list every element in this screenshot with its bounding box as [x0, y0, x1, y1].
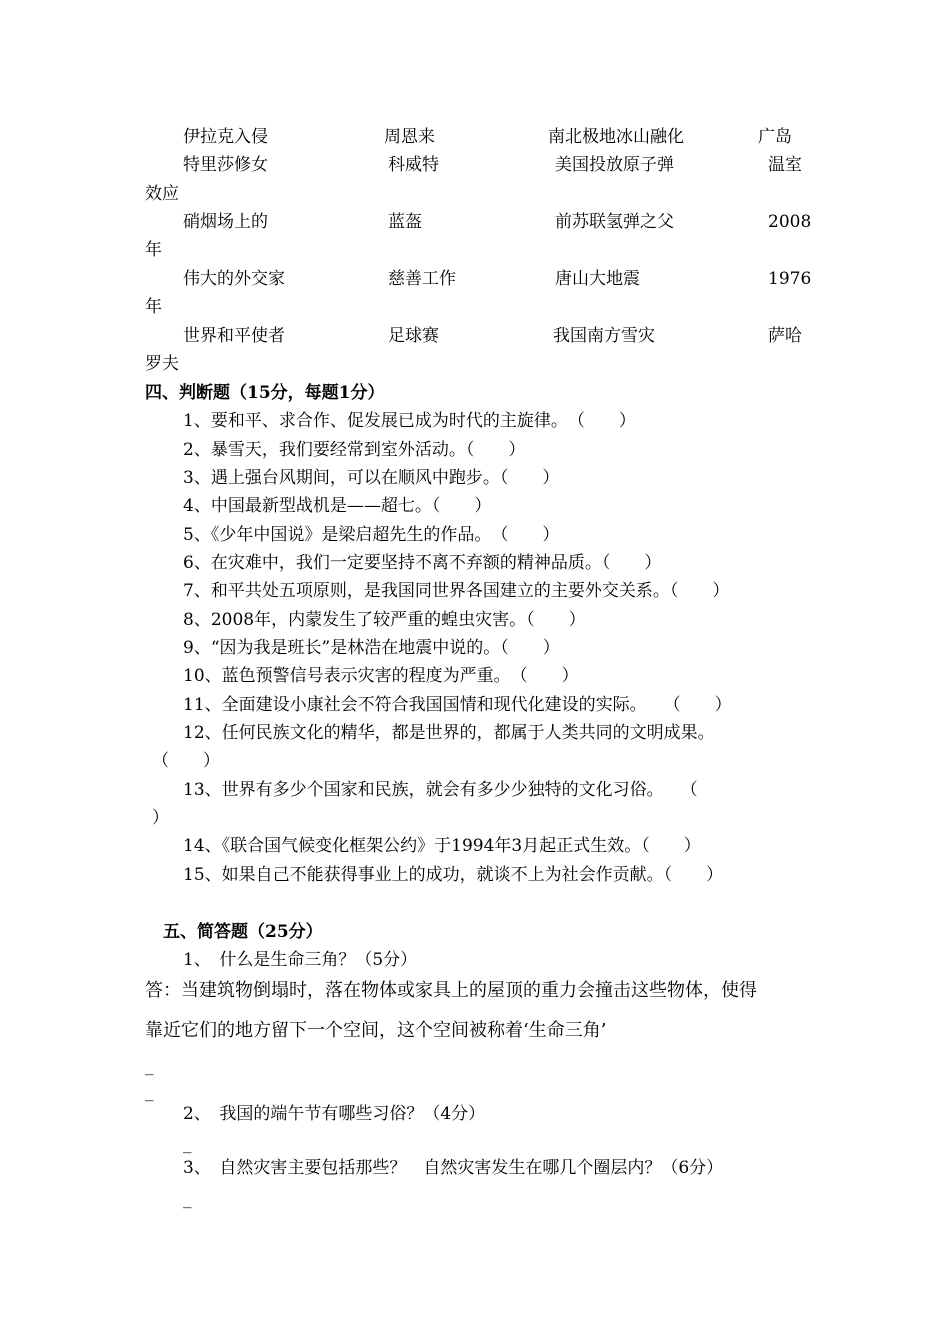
match-r2-wrap: 效应 [145, 184, 179, 204]
match-r3-c1: 硝烟场上的 [183, 212, 268, 232]
answer-1-line-2: 靠近它们的地方留下一个空间，这个空间被称着‘生命三角’ [145, 1020, 607, 1041]
tf-item-9: 9、“因为我是班长”是林浩在地震中说的。（ ） [183, 638, 560, 658]
tf-item-2: 2、暴雪天，我们要经常到室外活动。（ ） [183, 440, 526, 460]
match-r4-c2: 慈善工作 [388, 269, 456, 289]
tf-item-3: 3、遇上强台风期间，可以在顺风中跑步。（ ） [183, 468, 560, 488]
match-r4-wrap: 年 [145, 297, 162, 317]
tf-item-1: 1、要和平、求合作、促发展已成为时代的主旋律。 （ ） [183, 411, 636, 431]
match-r1-c1: 伊拉克入侵 [183, 127, 268, 147]
tf-item-12: 12、任何民族文化的精华，都是世界的，都属于人类共同的文明成果。 [183, 723, 715, 743]
match-r2-c4: 温室 [768, 155, 802, 175]
match-r3-c3: 前苏联氢弹之父 [555, 212, 674, 232]
match-r5-wrap: 罗夫 [145, 354, 179, 374]
question-1: 1、 什么是生命三角？（5分） [183, 950, 418, 970]
match-r2-c3: 美国投放原子弹 [555, 155, 674, 175]
match-r4-c1: 伟大的外交家 [183, 269, 285, 289]
match-r1-c2: 周恩来 [384, 127, 435, 147]
answer-blank-3: _ [183, 1134, 192, 1154]
answer-blank-4: _ [183, 1189, 192, 1209]
section5-heading: 五、简答题（25分） [163, 922, 323, 942]
match-r5-c1: 世界和平使者 [183, 326, 285, 346]
match-r3-c4: 2008 [768, 212, 812, 232]
match-r3-wrap: 年 [145, 240, 162, 260]
match-r4-c4: 1976 [768, 269, 812, 289]
tf-item-4: 4、中国最新型战机是——超七。（ ） [183, 496, 492, 516]
tf-item-5: 5、《少年中国说》是梁启超先生的作品。 （ ） [183, 525, 560, 545]
answer-blank-2: _ [145, 1082, 154, 1102]
tf-item-13-wrap: ） [152, 808, 169, 828]
tf-item-15: 15、如果自己不能获得事业上的成功，就谈不上为社会作贡献。（ ） [183, 865, 724, 885]
question-3: 3、 自然灾害主要包括那些？ 自然灾害发生在哪几个圈层内？（6分） [183, 1158, 724, 1178]
match-r5-c3: 我国南方雪灾 [553, 326, 655, 346]
tf-item-7: 7、和平共处五项原则，是我国同世界各国建立的主要外交关系。（ ） [183, 581, 730, 601]
tf-item-6: 6、在灾难中，我们一定要坚持不离不弃额的精神品质。（ ） [183, 553, 662, 573]
tf-item-12-wrap: （ ） [152, 751, 220, 771]
tf-item-10: 10、蓝色预警信号表示灾害的程度为严重。 （ ） [183, 666, 579, 686]
match-r4-c3: 唐山大地震 [555, 269, 640, 289]
match-r2-c2: 科威特 [388, 155, 439, 175]
match-r1-c3: 南北极地冰山融化 [548, 127, 684, 147]
answer-1-line-1: 答：当建筑物倒塌时，落在物体或家具上的屋顶的重力会撞击这些物体，使得 [145, 980, 757, 1001]
match-r5-c4: 萨哈 [768, 326, 802, 346]
tf-item-11: 11、全面建设小康社会不符合我国国情和现代化建设的实际。 （ ） [183, 695, 732, 715]
tf-item-13: 13、世界有多少个国家和民族，就会有多少少独特的文化习俗。 （ [183, 780, 698, 800]
match-r2-c1: 特里莎修女 [183, 155, 268, 175]
section4-heading: 四、判断题（15分，每题1分） [145, 383, 385, 403]
match-r3-c2: 蓝盔 [388, 212, 422, 232]
match-r5-c2: 足球赛 [388, 326, 439, 346]
tf-item-14: 14、《联合国气候变化框架公约》于1994年3月起正式生效。（ ） [183, 836, 701, 856]
tf-item-8: 8、2008年，内蒙发生了较严重的蝗虫灾害。（ ） [183, 610, 586, 630]
answer-blank-1: _ [145, 1056, 154, 1076]
match-r1-c4: 广岛 [758, 127, 792, 147]
question-2: 2、 我国的端午节有哪些习俗？（4分） [183, 1104, 486, 1124]
